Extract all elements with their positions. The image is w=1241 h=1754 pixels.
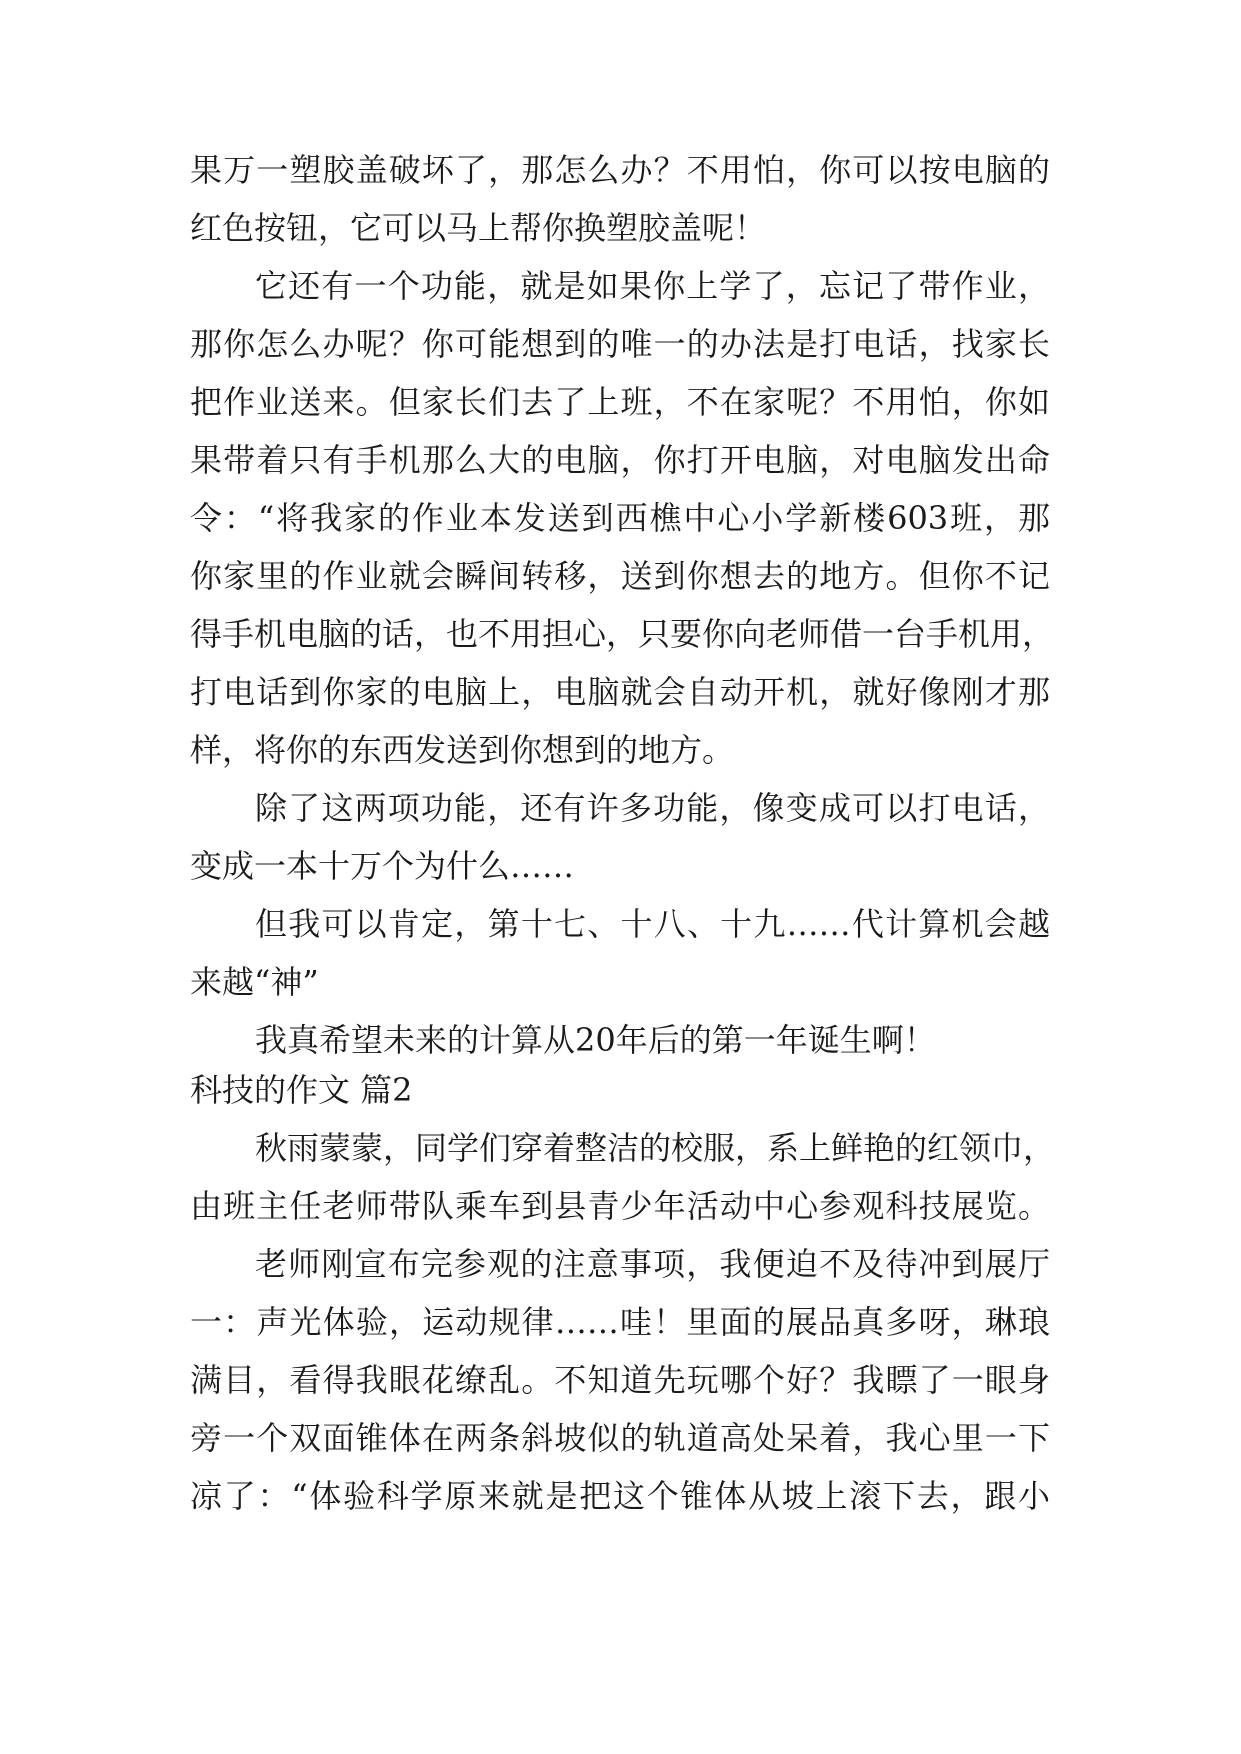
text-line: 红色按钮，它可以马上帮你换塑胶盖呢！ bbox=[190, 209, 767, 247]
text-line: 来越“神” bbox=[190, 963, 319, 1001]
text-line: 那你怎么办呢？你可能想到的唯一的办法是打电话，找家长 bbox=[190, 325, 1050, 363]
text-line: 老师刚宣布完参观的注意事项，我便迫不及待冲到展厅 bbox=[255, 1245, 1050, 1283]
text-line: 打电话到你家的电脑上，电脑就会自动开机，就好像刚才那 bbox=[190, 673, 1050, 711]
text-line: 果万一塑胶盖破坏了，那怎么办？不用怕，你可以按电脑的 bbox=[190, 151, 1050, 189]
text-line: 我真希望未来的计算从20年后的第一年诞生啊！ bbox=[255, 1021, 936, 1059]
section-heading: 科技的作文 篇2 bbox=[190, 1071, 413, 1109]
text-line: 你家里的作业就会瞬间转移，送到你想去的地方。但你不记 bbox=[190, 557, 1050, 595]
text-line: 一：声光体验，运动规律……哇！里面的展品真多呀，琳琅 bbox=[190, 1303, 1050, 1341]
text-line: 满目，看得我眼花缭乱。不知道先玩哪个好？我瞟了一眼身 bbox=[190, 1361, 1050, 1399]
text-line: 凉了：“体验科学原来就是把这个锥体从坡上滚下去，跟小 bbox=[190, 1477, 1050, 1515]
text-line: 把作业送来。但家长们去了上班，不在家呢？不用怕，你如 bbox=[190, 383, 1050, 421]
text-line: 令：“将我家的作业本发送到西樵中心小学新楼603班，那 bbox=[190, 499, 1050, 537]
text-line: 样，将你的东西发送到你想到的地方。 bbox=[190, 731, 735, 769]
text-line: 旁一个双面锥体在两条斜坡似的轨道高处呆着，我心里一下 bbox=[190, 1419, 1050, 1457]
text-line: 它还有一个功能，就是如果你上学了，忘记了带作业， bbox=[255, 267, 1050, 305]
text-line: 变成一本十万个为什么…… bbox=[190, 847, 575, 885]
text-line: 由班主任老师带队乘车到县青少年活动中心参观科技展览。 bbox=[190, 1187, 1050, 1225]
text-line: 果带着只有手机那么大的电脑，你打开电脑，对电脑发出命 bbox=[190, 441, 1050, 479]
text-line: 得手机电脑的话，也不用担心，只要你向老师借一台手机用， bbox=[190, 615, 1055, 653]
text-line: 除了这两项功能，还有许多功能，像变成可以打电话， bbox=[255, 789, 1050, 827]
text-line: 但我可以肯定，第十七、十八、十九……代计算机会越 bbox=[255, 905, 1050, 943]
text-line: 秋雨蒙蒙，同学们穿着整洁的校服，系上鲜艳的红领巾， bbox=[255, 1129, 1056, 1167]
